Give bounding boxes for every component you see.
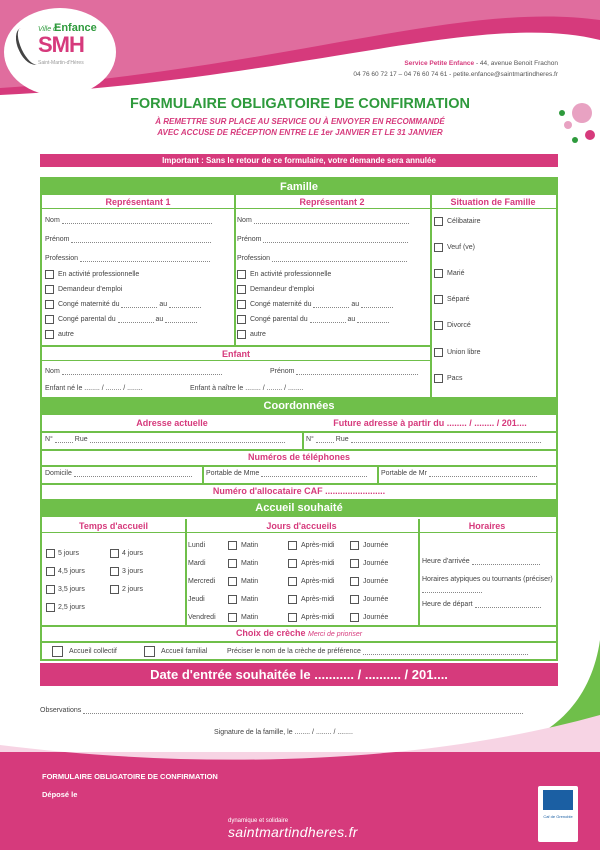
rep1-activite-checkbox[interactable] — [45, 270, 54, 279]
form-subtitle-1: À REMETTRE SUR PLACE AU SERVICE OU À ENVOYER EN RECOMMANDÉ — [155, 117, 445, 126]
situation-header: Situation de Famille — [430, 195, 556, 209]
day-2-slot-1-checkbox[interactable] — [288, 577, 297, 586]
rep2-autre-label: autre — [250, 331, 266, 338]
jours-accueil-header: Jours d'accueils — [185, 519, 418, 533]
temps-2-5-label: 2,5 jours — [58, 604, 85, 611]
rep1-parental-checkbox[interactable] — [45, 315, 54, 324]
heure-arrivee-field[interactable]: Heure d'arrivée — [422, 558, 540, 565]
situation-union-checkbox[interactable] — [434, 348, 443, 357]
telephones-header: Numéros de téléphones — [247, 452, 351, 462]
rep1-autre-checkbox[interactable] — [45, 330, 54, 339]
observations-field[interactable]: Observations — [40, 707, 523, 714]
footer-depose-label: Déposé le — [42, 790, 78, 799]
day-2-slot-1-label: Après-midi — [301, 578, 335, 585]
situation-marie-checkbox[interactable] — [434, 269, 443, 278]
day-2-slot-2-checkbox[interactable] — [350, 577, 359, 586]
rep2-autre-checkbox[interactable] — [237, 330, 246, 339]
enfant-prenom-field[interactable]: Prénom — [270, 368, 418, 375]
signature-field[interactable]: Signature de la famille, le ........ / ........ / ........ — [214, 729, 353, 736]
day-1-slot-0-checkbox[interactable] — [228, 559, 237, 568]
situation-veuf-label: Veuf (ve) — [447, 244, 476, 251]
day-1-slot-2-checkbox[interactable] — [350, 559, 359, 568]
situation-marie-label: Marié — [447, 270, 465, 277]
day-label-4: Vendredi — [188, 614, 216, 621]
temps-5-checkbox[interactable] — [46, 549, 55, 558]
rep2-nom-field[interactable]: Nom — [237, 217, 409, 224]
situation-union-label: Union libre — [447, 349, 481, 356]
rep2-demandeur-checkbox[interactable] — [237, 285, 246, 294]
enfant-nom-field[interactable]: Nom — [45, 368, 222, 375]
accueil-familial-label: Accueil familial — [161, 648, 208, 655]
day-1-slot-2-label: Journée — [363, 560, 389, 567]
accueil-collectif-label: Accueil collectif — [69, 648, 117, 655]
famille-header: Famille — [42, 179, 556, 195]
day-label-3: Jeudi — [188, 596, 205, 603]
caf-logo: Caf de Grenoble — [538, 786, 578, 842]
adresse-actuelle-field[interactable]: N° Rue — [45, 436, 285, 443]
situation-celibataire-label: Célibataire — [447, 218, 481, 225]
day-label-0: Lundi — [188, 542, 206, 549]
day-1-slot-1-label: Après-midi — [301, 560, 335, 567]
rep1-maternite-label: Congé maternité du au — [58, 301, 201, 308]
situation-separe-label: Séparé — [447, 296, 470, 303]
heure-depart-field[interactable]: Heure de départ — [422, 601, 541, 608]
date-entree-bar[interactable]: Date d'entrée souhaitée le ........... / .......... / 201.... — [40, 663, 558, 686]
day-0-slot-0-label: Matin — [241, 542, 259, 549]
rep1-maternite-checkbox[interactable] — [45, 300, 54, 309]
temps-3-5-label: 3,5 jours — [58, 586, 85, 593]
saintmartindheres-brand[interactable]: dynamique et solidaire saintmartindheres.fr — [228, 818, 358, 840]
day-0-slot-2-label: Journée — [363, 542, 389, 549]
temps-5-label: 5 jours — [58, 550, 80, 557]
situation-celibataire-checkbox[interactable] — [434, 217, 443, 226]
rep2-parental-label: Congé parental du au — [250, 316, 389, 323]
service-contact: Service Petite Enfance - 44, avenue Benoit Frachon 04 76 60 72 17 – 04 76 60 74 61 - petite.enfance@saintmartindheres.fr — [353, 60, 558, 78]
situation-divorce-checkbox[interactable] — [434, 321, 443, 330]
form-subtitle-2: AVEC ACCUSE DE RÉCEPTION ENTRE LE 1er JANVIER ET LE 31 JANVIER — [157, 128, 443, 137]
day-3-slot-1-label: Après-midi — [301, 596, 335, 603]
accueil-header: Accueil souhaité — [42, 499, 556, 517]
smh-logo: Ville d' Enfance SMH Saint-Martin-d'Hères — [18, 22, 98, 78]
rep2-maternite-checkbox[interactable] — [237, 300, 246, 309]
mr-phone-field[interactable]: Portable de Mr — [381, 470, 537, 477]
caf-number-field[interactable]: Numéro d'allocataire CAF ........................ — [212, 486, 386, 496]
rep2-activite-checkbox[interactable] — [237, 270, 246, 279]
rep1-demandeur-label: Demandeur d'emploi — [58, 286, 123, 293]
temps-4-5-label: 4,5 jours — [58, 568, 85, 575]
situation-pacs-label: Pacs — [447, 375, 463, 382]
rep1-header: Représentant 1 — [42, 195, 234, 209]
day-4-slot-0-label: Matin — [241, 614, 259, 621]
rep2-header: Représentant 2 — [234, 195, 430, 209]
coordonnees-header: Coordonnées — [42, 397, 556, 415]
day-2-slot-0-checkbox[interactable] — [228, 577, 237, 586]
choix-creche-header: Choix de crèche Merci de prioriser — [235, 628, 363, 638]
domicile-phone-field[interactable]: Domicile — [45, 470, 192, 477]
rep1-demandeur-checkbox[interactable] — [45, 285, 54, 294]
temps-2-checkbox[interactable] — [110, 585, 119, 594]
day-3-slot-2-label: Journée — [363, 596, 389, 603]
rep2-prenom-field[interactable]: Prénom — [237, 236, 408, 243]
situation-separe-checkbox[interactable] — [434, 295, 443, 304]
rep1-nom-field[interactable]: Nom — [45, 217, 212, 224]
rep1-profession-field[interactable]: Profession — [45, 255, 210, 262]
enfant-ne-field[interactable]: Enfant né le ........ / ........ / ........ — [45, 385, 143, 392]
temps-4-label: 4 jours — [122, 550, 144, 557]
day-label-2: Mercredi — [188, 578, 216, 585]
day-0-slot-1-label: Après-midi — [301, 542, 335, 549]
temps-2-label: 2 jours — [122, 586, 144, 593]
temps-4-5-checkbox[interactable] — [46, 567, 55, 576]
day-0-slot-1-checkbox[interactable] — [288, 541, 297, 550]
day-1-slot-0-label: Matin — [241, 560, 259, 567]
future-adresse-field[interactable]: N° Rue — [306, 436, 541, 443]
day-3-slot-0-label: Matin — [241, 596, 259, 603]
footer-decoration — [0, 600, 600, 850]
day-label-1: Mardi — [188, 560, 206, 567]
enfant-a-naitre-field[interactable]: Enfant à naître le ........ / ........ / ........ — [190, 385, 304, 392]
rep1-activite-label: En activité professionnelle — [58, 271, 140, 278]
day-0-slot-2-checkbox[interactable] — [350, 541, 359, 550]
horaires-atypiques-field[interactable]: Horaires atypiques ou tournants (préciser) — [422, 575, 554, 593]
rep1-parental-label: Congé parental du au — [58, 316, 197, 323]
day-0-slot-0-checkbox[interactable] — [228, 541, 237, 550]
day-1-slot-1-checkbox[interactable] — [288, 559, 297, 568]
temps-3-5-checkbox[interactable] — [46, 585, 55, 594]
situation-pacs-checkbox[interactable] — [434, 374, 443, 383]
temps-4-checkbox[interactable] — [110, 549, 119, 558]
rep2-profession-field[interactable]: Profession — [237, 255, 407, 262]
rep2-maternite-label: Congé maternité du au — [250, 301, 393, 308]
rep1-prenom-field[interactable]: Prénom — [45, 236, 211, 243]
temps-3-checkbox[interactable] — [110, 567, 119, 576]
horaires-header: Horaires — [418, 519, 556, 533]
day-2-slot-2-label: Journée — [363, 578, 389, 585]
temps-accueil-header: Temps d'accueil — [42, 519, 185, 533]
footer-form-title: FORMULAIRE OBLIGATOIRE DE CONFIRMATION — [42, 772, 218, 781]
temps-3-label: 3 jours — [122, 568, 144, 575]
rep2-parental-checkbox[interactable] — [237, 315, 246, 324]
future-adresse-header: Future adresse à partir du ........ / ........ / 201.... — [333, 418, 527, 428]
day-4-slot-1-label: Après-midi — [301, 614, 335, 621]
situation-divorce-label: Divorcé — [447, 322, 471, 329]
creche-preference-field[interactable]: Préciser le nom de la crèche de préférence — [227, 648, 528, 655]
day-4-slot-2-label: Journée — [363, 614, 389, 621]
form-body — [40, 177, 558, 661]
day-2-slot-0-label: Matin — [241, 578, 259, 585]
rep2-demandeur-label: Demandeur d'emploi — [250, 286, 315, 293]
adresse-actuelle-header: Adresse actuelle — [136, 418, 208, 428]
form-title: FORMULAIRE OBLIGATOIRE DE CONFIRMATION — [130, 96, 470, 112]
rep1-autre-label: autre — [58, 331, 74, 338]
important-banner: Important : Sans le retour de ce formulaire, votre demande sera annulée — [40, 154, 558, 167]
rep2-activite-label: En activité professionnelle — [250, 271, 332, 278]
enfant-header: Enfant — [42, 347, 430, 361]
mme-phone-field[interactable]: Portable de Mme — [206, 470, 367, 477]
situation-veuf-checkbox[interactable] — [434, 243, 443, 252]
